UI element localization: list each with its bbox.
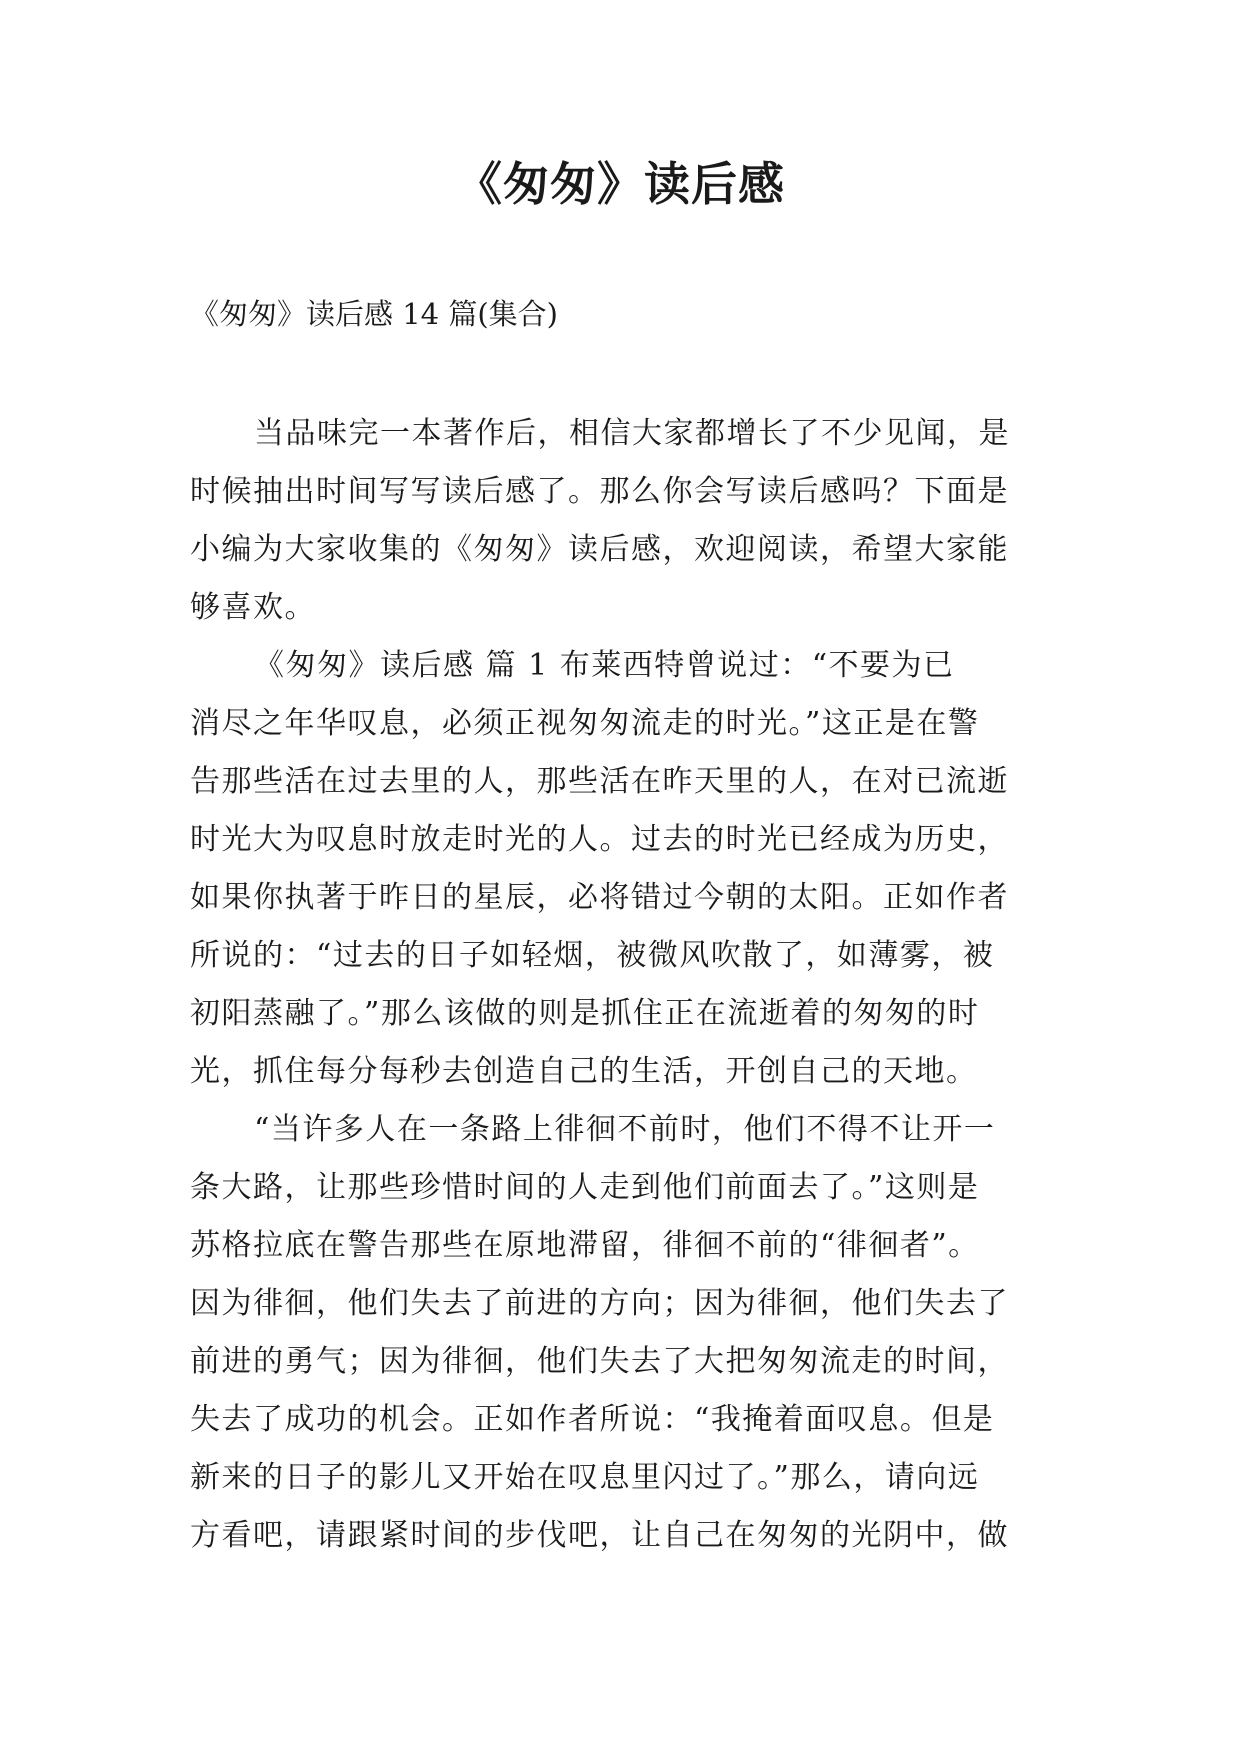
text-line: 时光大为叹息时放走时光的人。过去的时光已经成为历史， [190,822,1009,857]
document-title: 《匆匆》读后感 [456,157,785,211]
text-line: 因为徘徊，他们失去了前进的方向；因为徘徊，他们失去了 [190,1286,1009,1321]
text-line: “当许多人在一条路上徘徊不前时，他们不得不让开一 [254,1112,996,1147]
text-line: 当品味完一本著作后，相信大家都增长了不少见闻，是 [254,416,1010,451]
text-line: 所说的：“过去的日子如轻烟，被微风吹散了，如薄雾，被 [190,938,995,973]
text-line: 《匆匆》读后感 篇 1 布莱西特曾说过：“不要为已 [254,648,955,683]
text-line: 初阳蒸融了。”那么该做的则是抓住正在流逝着的匆匆的时 [190,996,980,1031]
text-line: 光，抓住每分每秒去创造自己的生活，开创自己的天地。 [190,1054,978,1089]
text-line: 失去了成功的机会。正如作者所说：“我掩着面叹息。但是 [190,1402,995,1437]
text-line: 时候抽出时间写写读后感了。那么你会写读后感吗？下面是 [190,474,1009,509]
text-line: 消尽之年华叹息，必须正视匆匆流走的时光。”这正是在警 [190,706,980,741]
document-subtitle: 《匆匆》读后感 14 篇(集合) [190,297,558,331]
text-line: 小编为大家收集的《匆匆》读后感，欢迎阅读，希望大家能 [190,532,1009,567]
text-line: 前进的勇气；因为徘徊，他们失去了大把匆匆流走的时间， [190,1344,1009,1379]
text-line: 新来的日子的影儿又开始在叹息里闪过了。”那么，请向远 [190,1460,980,1495]
document-body [190,405,1070,1565]
text-line: 告那些活在过去里的人，那些活在昨天里的人，在对已流逝 [190,764,1009,799]
text-line: 够喜欢。 [190,590,316,625]
text-line: 如果你执著于昨日的星辰，必将错过今朝的太阳。正如作者 [190,880,1009,915]
text-line: 苏格拉底在警告那些在原地滞留，徘徊不前的“徘徊者”。 [190,1228,980,1263]
text-line: 条大路，让那些珍惜时间的人走到他们前面去了。”这则是 [190,1170,980,1205]
text-line: 方看吧，请跟紧时间的步伐吧，让自己在匆匆的光阴中，做 [190,1518,1009,1553]
